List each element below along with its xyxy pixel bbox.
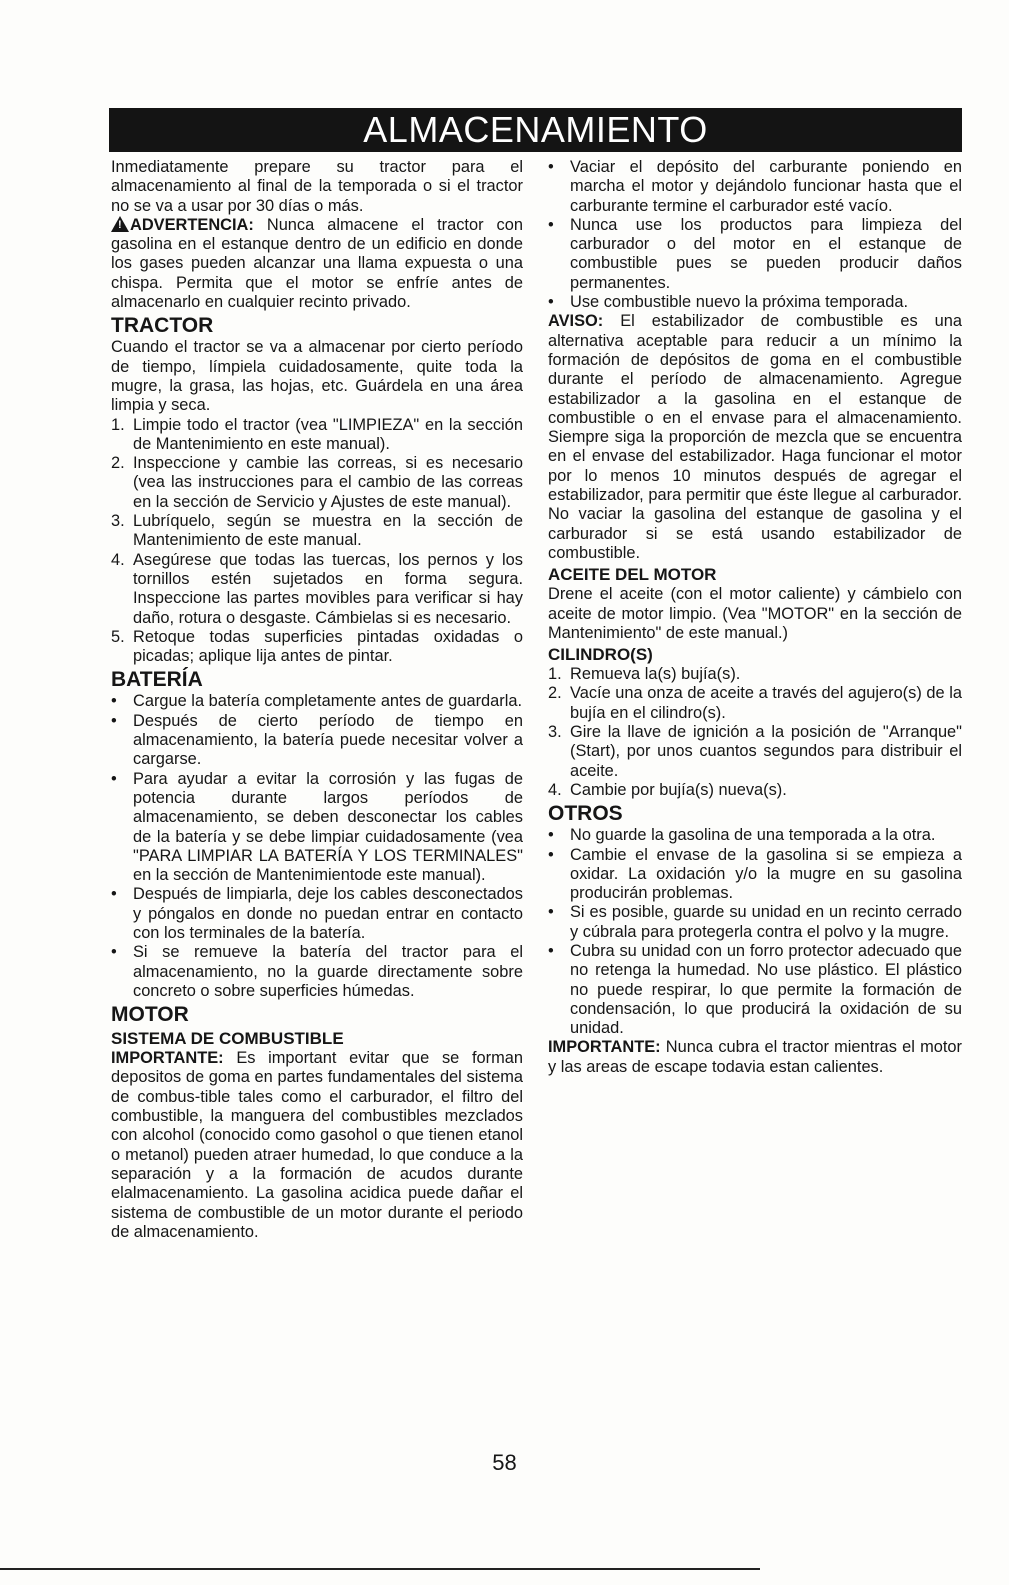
list-item-text: Limpie todo el tractor (vea "LIMPIEZA" en la sección de Mantenimiento en este manual). [133,415,523,453]
final-important-text: Nunca cubra el tractor mientras el motor y las areas de escape todavia estan calientes. [548,1038,962,1076]
aviso-text: El estabilizador de combustible es una alternativa aceptable para reducir a un mínimo la formación de depósitos de goma en el combustible durante el período de almacenamiento. Agregue estabilizador a la gasolina en el estanque de combustible o en el envase para el almacenamiento. Siempre siga la proporción de mezcla que se encuentra en el envase del estabilizador. Haga funcionar el motor por lo menos 10 minutos después de agregar el estabilizador, para permitir que éste llegue al carburador. No vaciar la gasolina del estanque de gasolina y el carburador si se está usando estabilizador de combustible. [548,312,962,562]
list-item-text: Remueva la(s) bujía(s). [570,665,741,684]
list-number: 4. [548,780,562,799]
bottom-rule [0,1568,760,1570]
bullet-text: Cargue la batería completamente antes de guardarla. [133,692,523,711]
bullet-item [548,216,962,293]
warning-triangle-icon [111,216,129,232]
list-number: 2. [548,684,562,703]
right-column [548,158,962,1077]
list-item-text: Vacíe una onza de aceite a través del agujero(s) de la bujía en el cilindro(s). [570,684,962,722]
section-title-banner: ALMACENAMIENTO [109,108,962,152]
bullet-marker: • [548,941,554,960]
bullet-text: Cambie el envase de la gasolina si se empieza a oxidar. La oxidación y/o la mugre en su gasolina producirán problemas. [570,845,962,903]
list-number: 1. [548,665,562,684]
bateria-list [111,692,523,1001]
otros-list [548,826,962,1038]
list-item [111,512,523,551]
aviso-paragraph [548,312,962,563]
list-number: 4. [111,550,125,569]
bullet-text: No guarde la gasolina de una temporada a la otra. [570,826,936,845]
list-item-text: Retoque todas superficies pintadas oxidadas o picadas; aplique lija antes de pintar. [133,627,523,666]
bullet-item [548,942,962,1038]
otros-heading: OTROS [548,802,623,826]
aviso-label: AVISO: [548,312,604,331]
bullet-item [548,846,962,904]
list-item-text: Inspeccione y cambie las correas, si es necesario (vea las instrucciones para el cambio de las correas en la sección de Servicio y Ajustes de este manual). [133,454,523,511]
bullet-text: Si es posible, guarde su unidad en un recinto cerrado y cúbrala para protegerla contra el polvo y la mugre. [570,903,962,941]
bullet-text: Nunca use los productos para limpieza del carburador o del motor en el estanque de combustible pues se pueden producir daños permanentes. [570,215,962,292]
bullet-text: Cubra su unidad con un forro protector adecuado que no retenga la humedad. No use plástico. El plástico no puede respirar, lo que permite la formación de condensación, lo que producirá la oxidación de su unidad. [570,941,962,1038]
important-text: Es important evitar que se forman depositos de goma en partes fundamentales del sistema de combus-tible tales como el carburador, el filtro del combustible, la manguera del combustibles mezclados con alcohol (conocido como gasohol o que tienen etanol o metanol) pueden atraer humedad, lo que conduce a la separación y a la formación de acudos durante elalmacenamiento. La gasolina acidica puede dañar el sistema de combustible de un motor durante el periodo de almacenamiento. [111,1049,523,1241]
list-number: 2. [111,454,125,473]
important-paragraph [111,1049,523,1242]
bullet-item [111,943,523,1001]
bullet-item [111,885,523,943]
important-label: IMPORTANTE: [111,1049,224,1068]
bullet-marker: • [548,293,554,312]
bullet-marker: • [111,769,117,788]
bateria-heading: BATERÍA [111,668,203,692]
bullet-marker: • [548,158,554,176]
warning-text: Nunca almacene el tractor con gasolina en el estanque dentro de un edificio en donde los gases pueden alcanzar una llama expuesta o una chispa. Permita que el motor se enfríe antes de almacenarlo en cualquier recinto privado. [111,215,523,312]
list-number: 1. [111,415,125,434]
warning-paragraph [111,216,523,312]
list-number: 3. [548,723,562,742]
list-item-text: Cambie por bujía(s) nueva(s). [570,780,787,799]
bullet-item [111,770,523,886]
list-item [111,416,523,455]
list-item-text: Asegúrese que todas las tuercas, los pernos y los tornillos estén sujetados en forma segura. Inspeccione las partes movibles para verificar si hay daño, rotura o desgaste. Cámbielas si es necesario. [133,550,523,627]
list-item-text: Gire la llave de ignición a la posición de "Arranque" (Start), por unos cuantos segundos para distribuir el aceite. [570,723,962,780]
list-item [111,628,523,667]
final-important-label: IMPORTANTE: [548,1038,661,1057]
bullet-marker: • [111,711,117,730]
page-number: 58 [492,1450,517,1475]
fuel-system-heading: SISTEMA DE COMBUSTIBLE [111,1029,344,1049]
bullet-marker: • [548,845,554,864]
bullet-marker: • [548,826,554,845]
list-number: 5. [111,627,125,646]
list-item [111,551,523,628]
bullet-text: Si se remueve la batería del tractor para el almacenamiento, no la guarde directamente sobre concreto o sobre superficies húmedas. [133,943,523,1000]
bullet-marker: • [111,943,117,962]
bullet-marker: • [111,692,117,711]
motor-heading: MOTOR [111,1003,189,1027]
list-item [548,665,962,684]
warning-label: ADVERTENCIA: [130,215,254,234]
list-item [548,781,962,800]
bullet-item [111,712,523,770]
bullet-item [548,158,962,216]
aceite-paragraph: Drene el aceite (con el motor caliente) y cámbielo con aceite de motor limpio. (Vea "MOTOR" en la sección de Mantenimiento" de este manual.) [548,585,962,642]
aceite-heading: ACEITE DEL MOTOR [548,565,717,585]
bullet-item [548,903,962,942]
cilindros-heading: CILINDRO(S) [548,645,653,665]
fuel-list [548,158,962,312]
intro-paragraph: Inmediatamente prepare su tractor para el almacenamiento al final de la temporada o si el tractor no se va a usar por 30 días o más. [111,158,523,215]
list-item [548,684,962,723]
bullet-text: Vaciar el depósito del carburante poniendo en marcha el motor y dejándolo funcionar hasta que el carburante termine el carburador esté vacío. [570,158,962,215]
bullet-item [111,692,523,711]
left-column [111,158,523,1242]
tractor-paragraph: Cuando el tractor se va a almacenar por cierto período de tiempo, límpiela cuidadosamente, quite toda la mugre, la grasa, las hojas, etc. Guárdela en una área limpia y seca. [111,338,523,415]
bullet-marker: • [548,215,554,234]
bullet-item [548,826,962,845]
bullet-marker: • [111,885,117,904]
bullet-text: Después de limpiarla, deje los cables desconectados y póngalos en donde no puedan entrar en contacto con los terminales de la batería. [133,885,523,942]
bullet-text: Para ayudar a evitar la corrosión y las fugas de potencia durante largos períodos de almacenamiento, se deben desconectar los cables de la batería y se debe limpiar cuidadosamente (vea "PARA LIMPIAR LA BATERÍA Y LOS TERMINALES" en la sección de Mantenimientode este manual). [133,769,523,885]
cilindros-list [548,665,962,800]
list-item [111,454,523,512]
list-item-text: Lubríquelo, según se muestra en la sección de Mantenimiento de este manual. [133,512,523,550]
final-important-paragraph [548,1038,962,1077]
list-item [548,723,962,781]
tractor-list [111,416,523,667]
bullet-marker: • [548,903,554,922]
tractor-heading: TRACTOR [111,314,214,338]
bullet-text: Use combustible nuevo la próxima temporada. [570,293,909,312]
bullet-item [548,293,962,312]
bullet-text: Después de cierto período de tiempo en almacenamiento, la batería puede necesitar volver a cargarse. [133,711,523,769]
list-number: 3. [111,512,125,531]
